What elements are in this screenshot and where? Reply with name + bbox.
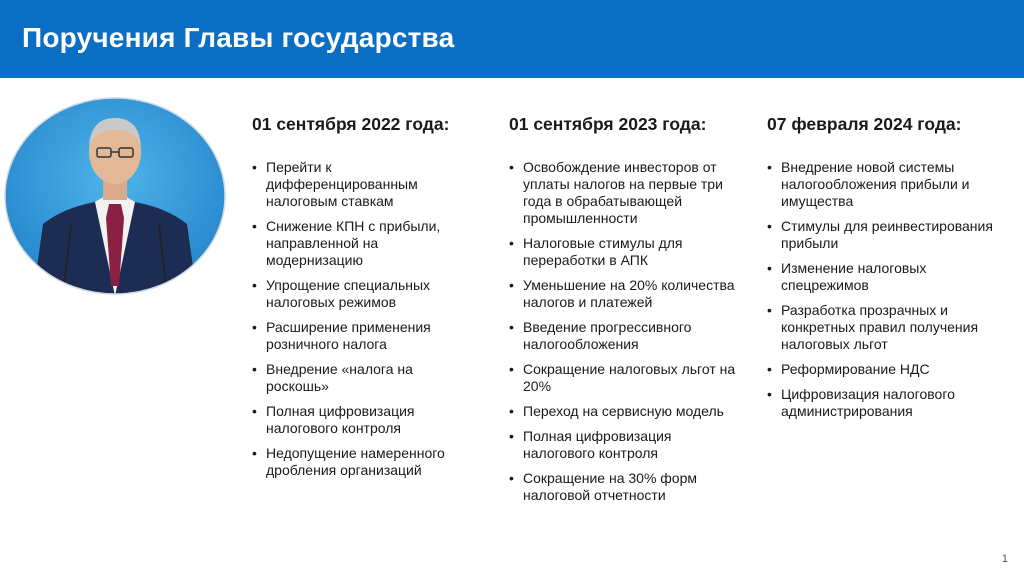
list-item: • Расширение применения розничного налога	[252, 319, 472, 353]
list-item: • Налоговые стимулы для переработки в АПК	[509, 235, 744, 269]
list-item: • Реформирование НДС	[767, 361, 1002, 378]
list-item: • Переход на сервисную модель	[509, 403, 744, 420]
list-item: • Сокращение на 30% форм налоговой отчетности	[509, 470, 744, 504]
list-item: • Стимулы для реинвестирования прибыли	[767, 218, 1002, 252]
column-2024	[767, 114, 1002, 428]
column-title: 01 сентября 2023 года:	[509, 114, 707, 134]
list-item: • Упрощение специальных налоговых режимов	[252, 277, 472, 311]
list-item: • Изменение налоговых спецрежимов	[767, 260, 1002, 294]
list-item: • Сокращение налоговых льгот на 20%	[509, 361, 744, 395]
person-portrait-icon	[3, 96, 227, 296]
list-item: • Внедрение новой системы налогообложения прибыли и имущества	[767, 159, 1002, 210]
list-item: • Цифровизация налогового администрирования	[767, 386, 1002, 420]
list-item: • Внедрение «налога на роскошь»	[252, 361, 472, 395]
header-bar	[0, 0, 1024, 78]
list-item: • Недопущение намеренного дробления организаций	[252, 445, 472, 479]
bullet-list	[509, 159, 744, 504]
bullet-list	[767, 159, 1002, 420]
page-number: 1	[1001, 553, 1008, 565]
column-title: 07 февраля 2024 года:	[767, 114, 962, 134]
list-item: • Освобождение инвесторов от уплаты налогов на первые три года в обрабатывающей промышленности	[509, 159, 744, 227]
list-item: • Полная цифровизация налогового контроля	[509, 428, 744, 462]
list-item: • Снижение КПН с прибыли, направленной на модернизацию	[252, 218, 472, 269]
bullet-list	[252, 159, 472, 479]
list-item: • Уменьшение на 20% количества налогов и платежей	[509, 277, 744, 311]
list-item: • Введение прогрессивного налогообложения	[509, 319, 744, 353]
column-title: 01 сентября 2022 года:	[252, 114, 450, 134]
page-title: Поручения Главы государства	[22, 22, 455, 53]
list-item: • Разработка прозрачных и конкретных правил получения налоговых льгот	[767, 302, 1002, 353]
list-item: • Полная цифровизация налогового контроля	[252, 403, 472, 437]
column-2023	[509, 114, 744, 512]
portrait-photo	[3, 96, 227, 296]
list-item: • Перейти к дифференцированным налоговым ставкам	[252, 159, 472, 210]
column-2022	[252, 114, 472, 487]
